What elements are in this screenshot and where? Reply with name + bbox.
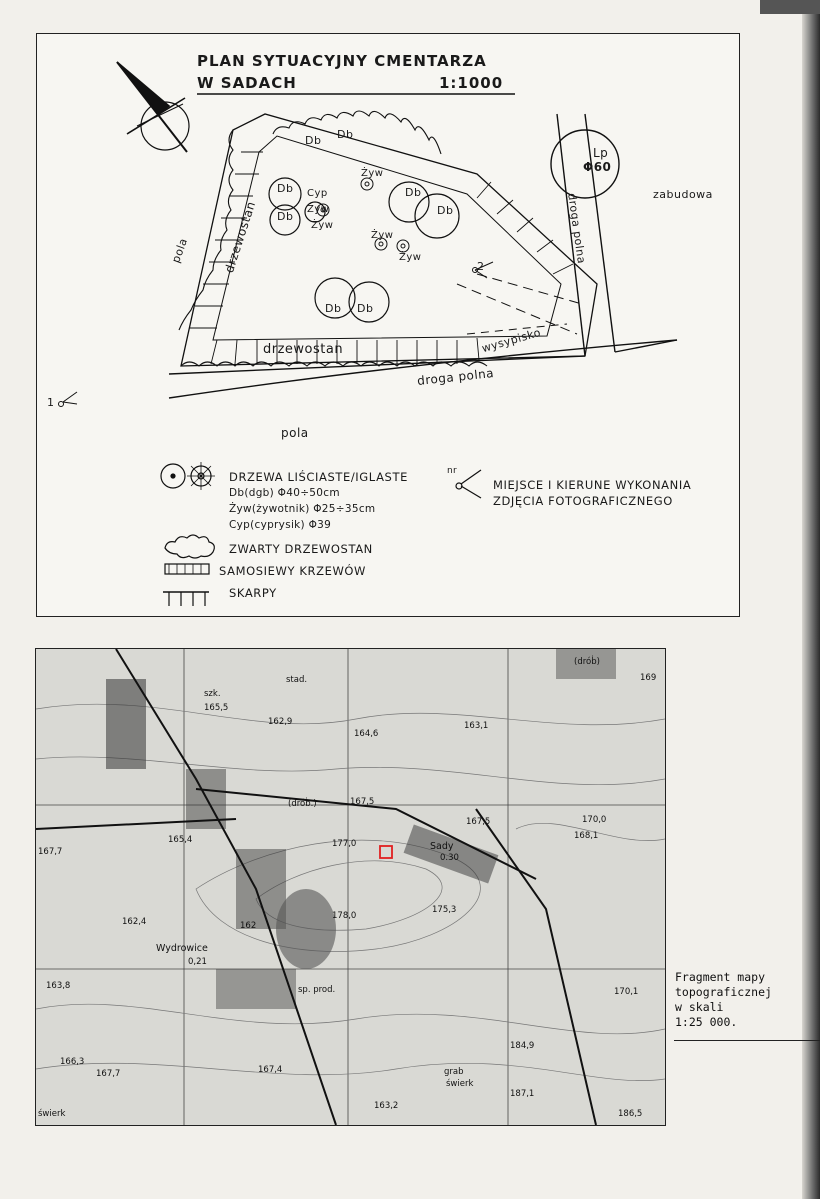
tree-label-db: Db [437,204,454,217]
photo-marker-number-2: 2 [477,260,485,273]
label-lp: Lp [593,146,609,160]
legend-photo-place-2: ZDJĘCIA FOTOGRAFICZNEGO [493,494,673,508]
label-drzewostan-vertical: drzewostan [222,199,259,275]
topographic-map-drawing [36,649,665,1125]
map-label: 167,7 [96,1069,121,1079]
label-pola-left: pola [169,236,191,265]
legend-db: Db(dgb) Φ40÷50cm [229,487,340,499]
map-label: świerk [38,1109,66,1119]
tree-label-zyw: Żyw [361,168,384,179]
site-plan-drawing [37,34,739,616]
legend-trees: DRZEWA LIŚCIASTE/IGLASTE [229,470,408,484]
tree-label-zyw: Żyw [307,204,330,215]
map-label: 166,3 [60,1057,85,1067]
map-label: 170,1 [614,987,639,997]
map-label: 167,5 [466,817,491,827]
legend-photo-place-1: MIEJSCE I KIERUNE WYKONANIA [493,478,692,492]
tree-label-cyp: Cyp [307,188,328,199]
map-caption [675,970,772,1030]
tree-label-db: Db [337,128,354,141]
site-plan-panel [36,33,740,617]
north-arrow-icon [117,62,189,152]
legend-dense-stand: ZWARTY DRZEWOSTAN [229,542,373,556]
caption-line: w skali [675,1000,724,1014]
photo-marker-number: 1 [47,396,55,409]
tree-label-zyw: Żyw [399,252,422,263]
pond [276,889,336,969]
map-label: stad. [286,675,308,685]
map-village-name: Wydrowice [156,943,208,954]
tree-label-db: Db [277,182,294,195]
caption-line: topograficznej [675,985,772,999]
map-label: 169 [640,673,657,683]
map-label: świerk [446,1079,474,1089]
tree-label-db: Db [305,134,322,147]
map-label: 170,0 [582,815,607,825]
label-droga-polna-bottom: droga polna [416,366,495,388]
map-label: 165,5 [204,703,229,713]
plan-title-line1: PLAN SYTUACYJNY CMENTARZA [197,52,487,70]
map-label: 163,2 [374,1101,399,1111]
tree-crowns [269,178,459,322]
map-label: (dróḃ.) [288,799,317,809]
map-label: 167,5 [350,797,375,807]
map-label: 162 [240,921,257,931]
label-zabudowa: zabudowa [653,188,713,201]
map-label: 163,8 [46,981,71,991]
plan-title-line2: W SADACH [197,74,297,92]
label-pola-bottom: pola [281,426,309,440]
map-label: 167,4 [258,1065,283,1075]
legend-cyp: Cyp(cyprysik) Φ39 [229,519,332,531]
legend-slopes: SKARPY [229,586,277,600]
map-label: 0,21 [188,957,207,967]
map-label: szk. [204,689,221,699]
conifer-symbols [317,178,409,252]
map-label: 163,1 [464,721,489,731]
map-village-name: Sady [430,841,454,852]
map-label: 184,9 [510,1041,535,1051]
map-label: 164,6 [354,729,379,739]
map-label: 168,1 [574,831,599,841]
caption-line: 1:25 000. [675,1015,738,1029]
map-label: (dróḃ) [574,657,600,667]
legend-shrubs: SAMOSIEWY KRZEWÓW [219,564,367,578]
page-edge-corner [760,0,820,14]
map-label: 167,7 [38,847,63,857]
topographic-map-panel [35,648,666,1126]
label-wysypisko: wysypisko [480,325,543,356]
label-drzewostan-bottom: drzewostan [263,342,344,357]
page-edge-shadow [802,0,820,1199]
map-label: 186,5 [618,1109,643,1119]
map-label: 187,1 [510,1089,535,1099]
map-label: 165,4 [168,835,193,845]
tree-label-db: Db [277,210,294,223]
tree-label-db: Db [325,302,342,315]
label-droga-polna-right: droga polna [565,192,588,265]
map-label: 162,9 [268,717,293,727]
plan-scale: 1:1000 [439,74,504,92]
legend-photo-nr: nr [447,466,458,476]
tree-label-zyw: Żyw [311,220,334,231]
map-label: 178,0 [332,911,357,921]
tree-label-db: Db [405,186,422,199]
map-label: sp. prod. [298,985,336,995]
caption-line: Fragment mapy [675,970,766,984]
map-label: 0.30 [440,853,459,863]
tree-label-db: Db [357,302,374,315]
map-label: 175,3 [432,905,457,915]
legend-zyw: Żyw(żywotnik) Φ25÷35cm [229,503,376,515]
tree-label-zyw: Żyw [371,230,394,241]
label-lp-diameter: Φ60 [583,160,612,174]
map-label: 162,4 [122,917,147,927]
map-label: grab [444,1067,464,1077]
caption-underline [674,1040,820,1041]
map-label: 177,0 [332,839,357,849]
